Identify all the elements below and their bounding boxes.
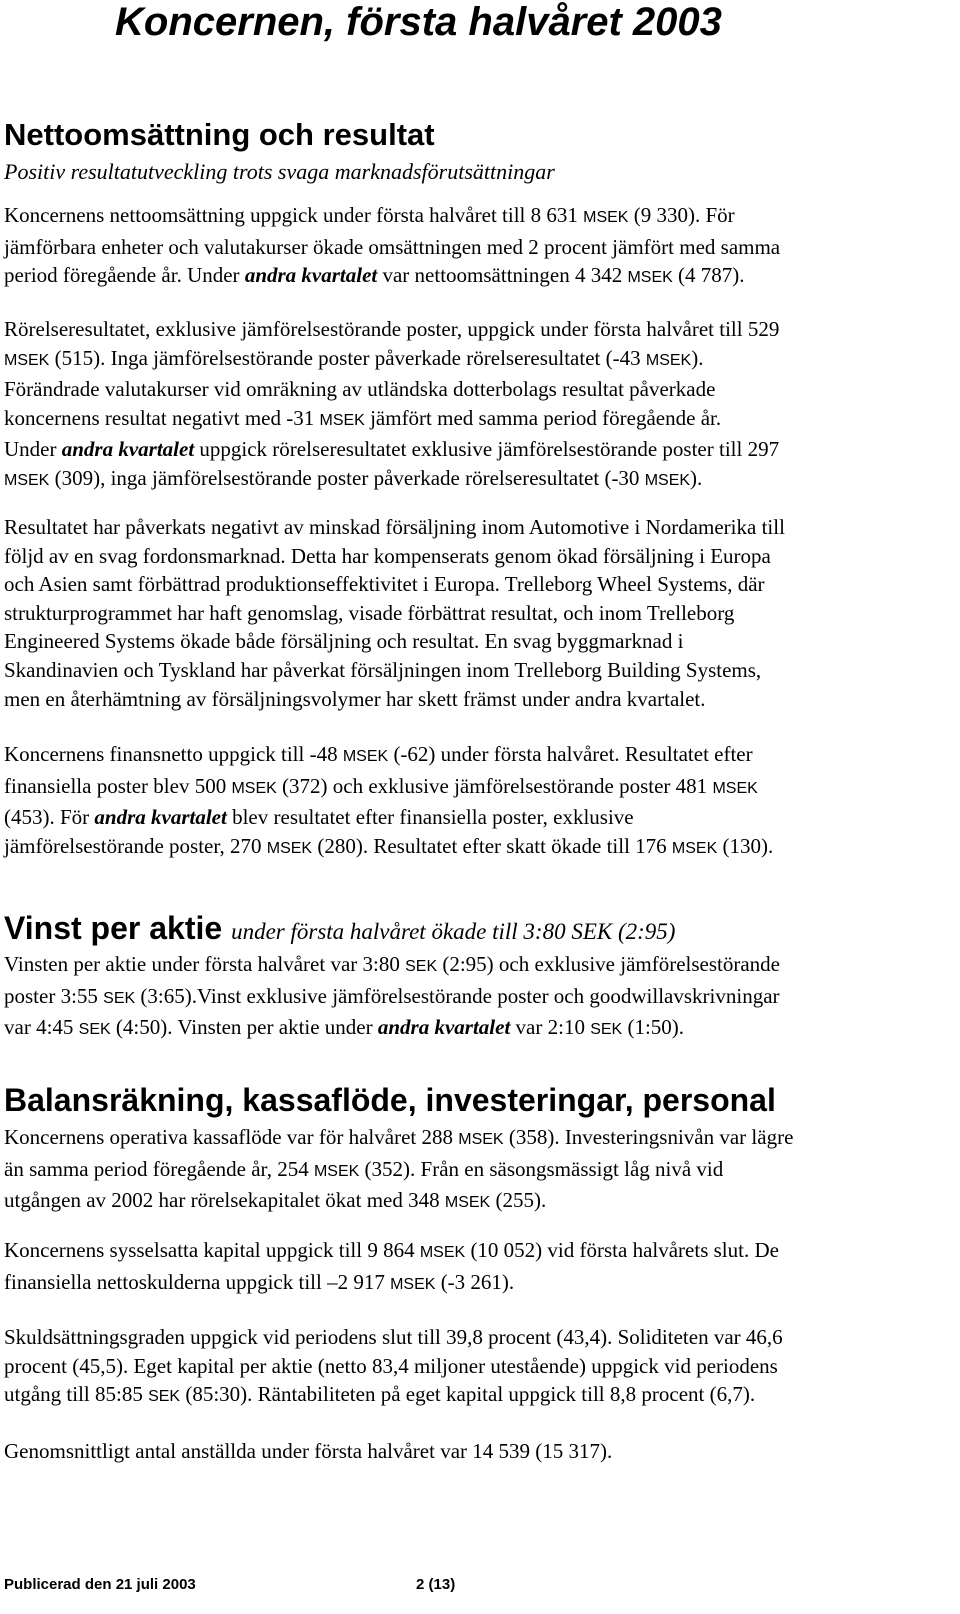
section-heading-balance-sheet: Balansräkning, kassaflöde, investeringar, personal: [4, 1082, 776, 1118]
paragraph-cash-flow: Koncernens operativa kassaflöde var för halvåret 288 MSEK (358). Investeringsnivån var lägre än samma period föregående år, 254 MSEK (352). Från en säsongsmässigt låg nivå vid utgången av 2002 har rörelsekapitalet ökat med 348 MSEK (255).: [4, 1125, 794, 1213]
paragraph-debt-ratio: Skuldsättningsgraden uppgick vid periodens slut till 39,8 procent (43,4). Soliditeten var 46,6 procent (45,5). Eget kapital per aktie (netto 83,4 miljoner utestående) uppgick vid periodens utgång till 85:85 SEK (85:30). Räntabiliteten på eget kapital uppgick till 8,8 procent (6,7).: [4, 1325, 783, 1407]
section-heading-net-sales: Nettoomsättning och resultat: [4, 117, 435, 152]
paragraph-result-impact: Resultatet har påverkats negativt av minskad försäljning inom Automotive i Nordamerika till följd av en svag fordonsmarknad. Detta har kompenserats genom ökad försäljning i Europa och Asien samt förbättrad produktionseffektivitet i Europa. Trelleborg Wheel Systems, där strukturprogrammet har haft genomslag, visade förbättrat resultat, och inom Trelleborg Engineered Systems ökade både försäljning och resultat. En svag byggmarknad i Skandinavien och Tyskland har påverkat försäljningen inom Trelleborg Building Systems, men en återhämtning av försäljningsvolymer har skett främst under andra kvartalet.: [4, 515, 785, 711]
section-subheading-net-sales: Positiv resultatutveckling trots svaga marknadsförutsättningar: [4, 159, 555, 184]
section-heading-eps: [4, 910, 675, 950]
paragraph-financial-net: Koncernens finansnetto uppgick till -48 MSEK (-62) under första halvåret. Resultatet efter finansiella poster blev 500 MSEK (372) och exklusive jämförelsestörande poster 481 MSEK (453). För andra kvartalet blev resultatet efter finansiella poster, exklusive jämförelsestörande poster, 270 MSEK (280). Resultatet efter skatt ökade till 176 MSEK (130).: [4, 742, 774, 858]
paragraph-operating-result: Rörelseresultatet, exklusive jämförelsestörande poster, uppgick under första halvåret till 529 MSEK (515). Inga jämförelsestörande poster påverkade rörelseresultatet (-43 MSEK). Förändrade valutakurser vid omräkning av utländska dotterbolags resultat påverkade koncernens resultat negativt med -31 MSEK jämfört med samma period föregående år. Under andra kvartalet uppgick rörelseresultatet exklusive jämförelsestörande poster till 297 MSEK (309), inga jämförelsestörande poster påverkade rörelseresultatet (-30 MSEK).: [4, 317, 780, 490]
footer-page-number: 2 (13): [416, 1576, 456, 1593]
footer-published-date: Publicerad den 21 juli 2003: [4, 1576, 196, 1593]
paragraph-employees: Genomsnittligt antal anställda under första halvåret var 14 539 (15 317).: [4, 1439, 613, 1463]
eps-heading-text: Vinst per aktie: [4, 910, 223, 946]
paragraph-eps: Vinsten per aktie under första halvåret var 3:80 SEK (2:95) och exklusive jämförelsestörande poster 3:55 SEK (3:65).Vinst exklusive jämförelsestörande poster och goodwillavskrivningar var 4:45 SEK (4:50). Vinsten per aktie under andra kvartalet var 2:10 SEK (1:50).: [4, 952, 780, 1040]
paragraph-capital-employed: Koncernens sysselsatta kapital uppgick till 9 864 MSEK (10 052) vid första halvårets slut. De finansiella nettoskulderna uppgick till –2 917 MSEK (-3 261).: [4, 1238, 779, 1294]
eps-subheading: under första halvåret ökade till 3:80 SEK (2:95): [231, 919, 676, 944]
paragraph-net-sales: Koncernens nettoomsättning uppgick under första halvåret till 8 631 MSEK (9 330). För jämförbara enheter och valutakurser ökade omsättningen med 2 procent jämfört med samma period föregående år. Under andra kvartalet var nettoomsättningen 4 342 MSEK (4 787).: [4, 203, 781, 288]
document-title: Koncernen, första halvåret 2003: [115, 0, 722, 44]
